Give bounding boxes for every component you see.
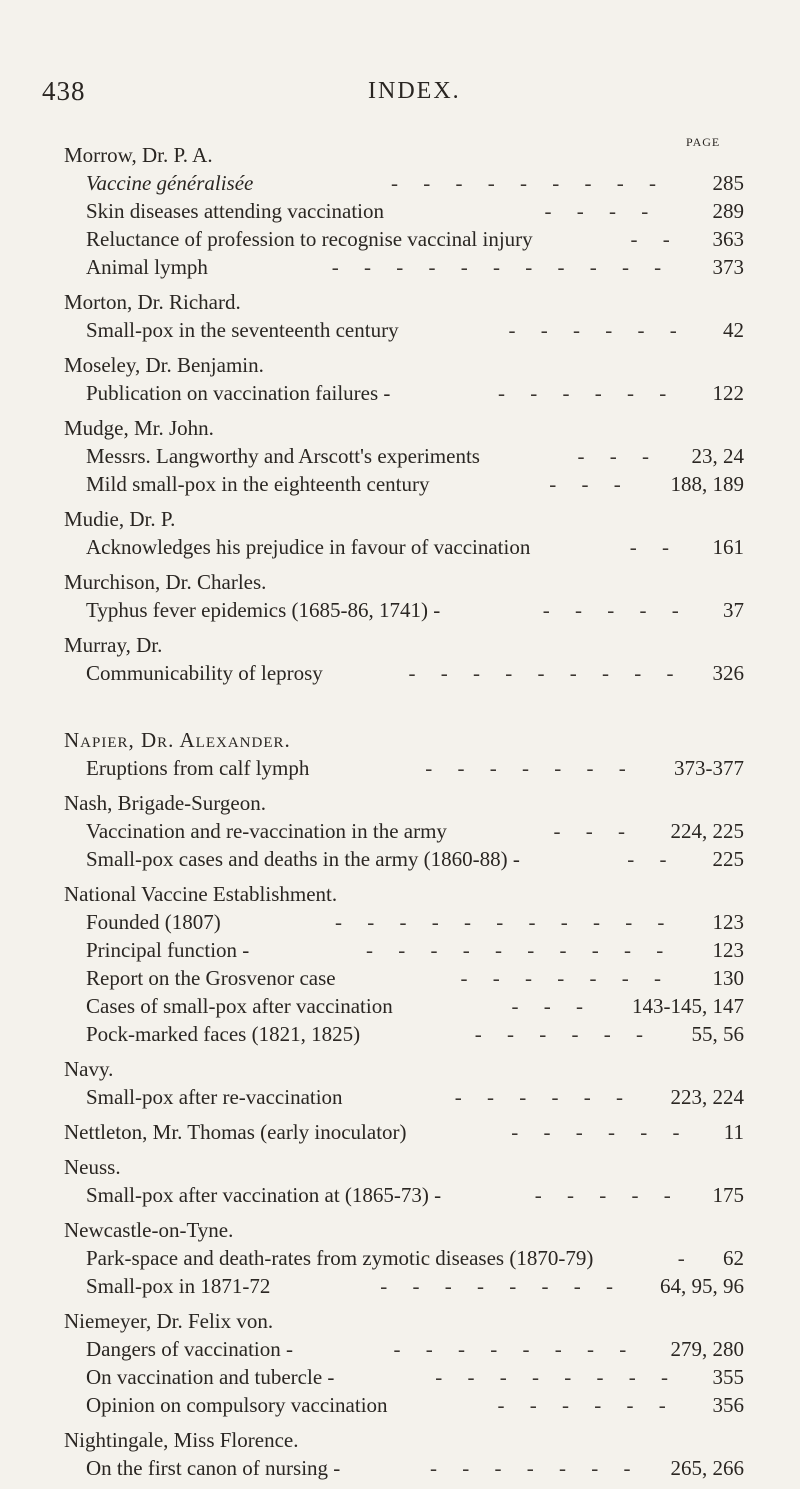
running-head: INDEX.	[368, 78, 461, 104]
index-subentry	[64, 533, 744, 561]
dot-leader: - - - - - -	[454, 1085, 633, 1109]
index-subentry	[64, 1244, 744, 1272]
subentry-text: Eruptions from calf lymph	[86, 756, 310, 780]
dot-leader: - - - - - -	[511, 1120, 690, 1144]
subentry-text: Small-pox after re-vaccination	[86, 1085, 343, 1109]
page-reference: 64, 95, 96	[660, 1274, 744, 1298]
subentry-text: Reluctance of profession to recognise vaccinal injury	[86, 227, 533, 251]
page-reference: 279, 280	[670, 1337, 744, 1361]
index-entry-name: Morrow, Dr. P. A.	[64, 143, 213, 167]
page-reference: 224, 225	[670, 819, 744, 843]
subentry-text: Small-pox in the seventeenth century	[86, 318, 399, 342]
dot-leader: - - -	[511, 994, 593, 1018]
page-reference: 130	[712, 966, 744, 990]
page-reference: 42	[723, 318, 744, 342]
dot-leader: - - - - - - - -	[393, 1337, 637, 1361]
subentry-text: Small-pox cases and deaths in the army (1860-88) -	[86, 847, 520, 871]
page-reference: 23, 24	[691, 444, 744, 468]
index-entry-name: Mudge, Mr. John.	[64, 416, 214, 440]
index-subentry	[64, 379, 744, 407]
index-subentry	[64, 1454, 744, 1482]
subentry-text: Animal lymph	[86, 255, 208, 279]
dot-leader: - - - - -	[534, 1183, 681, 1207]
page-reference: 188, 189	[670, 472, 744, 496]
index-entry-name: Murray, Dr.	[64, 633, 163, 657]
index-subentry	[64, 442, 744, 470]
section-gap	[64, 694, 744, 726]
index-entry-name: National Vaccine Establishment.	[64, 882, 338, 906]
page-reference: 122	[712, 381, 744, 405]
index-subentry	[64, 225, 744, 253]
index-subentry	[64, 1391, 744, 1419]
page-reference: 356	[712, 1393, 744, 1417]
index-subentry	[64, 253, 744, 281]
index-subentry	[64, 1363, 744, 1391]
subentry-text: Skin diseases attending vaccination	[86, 199, 385, 223]
page-reference: 123	[712, 910, 744, 934]
subentry-text: Acknowledges his prejudice in favour of vaccination	[86, 535, 531, 559]
dot-leader: - - - - - - - - -	[391, 171, 666, 195]
dot-leader: - - - - - - - - - - -	[331, 255, 672, 279]
subentry-text: Small-pox after vaccination at (1865-73) -	[86, 1183, 442, 1207]
index-subentry	[64, 817, 744, 845]
index-entry	[64, 631, 744, 687]
index-entry	[64, 568, 744, 624]
dot-leader: - -	[627, 847, 677, 871]
index-entry	[64, 351, 744, 407]
index-entry	[64, 505, 744, 561]
page-reference: 373	[712, 255, 744, 279]
index-subentry	[64, 470, 744, 498]
index-entry	[64, 1307, 744, 1419]
page-reference: 265, 266	[670, 1456, 744, 1480]
page-reference: 289	[712, 199, 744, 223]
dot-leader: - - - - - -	[498, 381, 677, 405]
index-subentry	[64, 992, 744, 1020]
index-entry-name: Morton, Dr. Richard.	[64, 290, 241, 314]
page-number: 438	[42, 76, 86, 106]
dot-leader: - - -	[553, 819, 635, 843]
dot-leader: - - - - - - - -	[380, 1274, 623, 1298]
subentry-text: Mild small-pox in the eighteenth century	[86, 472, 430, 496]
dot-leader: - - - - - - - -	[435, 1365, 678, 1389]
page-reference: 355	[712, 1365, 744, 1389]
dot-leader: - - - - - - - - - -	[366, 938, 674, 962]
index-subentry	[64, 1272, 744, 1300]
subentry-text: Principal function -	[86, 938, 250, 962]
index-subentry	[64, 1083, 744, 1111]
entry-name-text: Nettleton, Mr. Thomas (early inoculator)	[64, 1120, 407, 1144]
index-entry	[64, 1426, 744, 1482]
index-entry	[64, 1153, 744, 1209]
index-entry	[64, 789, 744, 873]
page-reference: 363	[712, 227, 744, 251]
subentry-text: Small-pox in 1871-72	[86, 1274, 271, 1298]
index-subentry	[64, 1181, 744, 1209]
index-entry-name: Neuss.	[64, 1155, 121, 1179]
subentry-text: Typhus fever epidemics (1685-86, 1741) -	[86, 598, 441, 622]
page-reference: 225	[712, 847, 744, 871]
page-reference: 143-145, 147	[632, 994, 744, 1018]
page-reference: 62	[723, 1246, 744, 1270]
dot-leader: - - -	[549, 472, 631, 496]
index-entry-name: Newcastle-on-Tyne.	[64, 1218, 234, 1242]
index-subentry	[64, 1335, 744, 1363]
index-entry-name: Mudie, Dr. P.	[64, 507, 176, 531]
index-entries	[64, 141, 744, 1489]
dot-leader: - - - - -	[542, 598, 689, 622]
page-reference: 37	[723, 598, 744, 622]
index-subentry	[64, 197, 744, 225]
index-subentry	[64, 1020, 744, 1048]
index-entry	[64, 288, 744, 344]
index-entry	[64, 414, 744, 498]
page-reference: 11	[723, 1120, 744, 1144]
subentry-text: Founded (1807)	[86, 910, 221, 934]
subentry-text: On the first canon of nursing -	[86, 1456, 341, 1480]
dot-leader: - - - - - - -	[460, 966, 671, 990]
subentry-text: On vaccination and tubercle -	[86, 1365, 335, 1389]
dot-leader: - - - - - -	[497, 1393, 676, 1417]
subentry-text: Vaccination and re-vaccination in the army	[86, 819, 447, 843]
index-subentry	[64, 845, 744, 873]
page-reference: 373-377	[674, 756, 744, 780]
subentry-text: Vaccine généralisée	[86, 171, 254, 195]
index-subentry	[64, 316, 744, 344]
index-entry-name: Napier, Dr. Alexander.	[64, 728, 291, 752]
index-entry-name: Nightingale, Miss Florence.	[64, 1428, 299, 1452]
index-entry	[64, 141, 744, 281]
index-entry-name: Niemeyer, Dr. Felix von.	[64, 1309, 274, 1333]
page-reference: 285	[712, 171, 744, 195]
dot-leader: - - - - - - -	[425, 756, 636, 780]
index-entry-name: Murchison, Dr. Charles.	[64, 570, 267, 594]
subentry-text: Pock-marked faces (1821, 1825)	[86, 1022, 361, 1046]
subentry-text: Publication on vaccination failures -	[86, 381, 391, 405]
index-entry	[64, 1055, 744, 1111]
dot-leader: - -	[630, 227, 680, 251]
index-entry	[64, 880, 744, 1048]
index-subentry	[64, 908, 744, 936]
index-entry-name	[64, 1118, 744, 1146]
page-reference: 326	[712, 661, 744, 685]
index-entry-name: Moseley, Dr. Benjamin.	[64, 353, 264, 377]
dot-leader: - - -	[577, 444, 659, 468]
page-reference: 223, 224	[670, 1085, 744, 1109]
subentry-text: Report on the Grosvenor case	[86, 966, 336, 990]
dot-leader: -	[677, 1246, 695, 1270]
index-entry-name: Nash, Brigade-Surgeon.	[64, 791, 266, 815]
page-header	[42, 76, 742, 116]
subentry-text: Communicability of leprosy	[86, 661, 323, 685]
page-reference: 55, 56	[691, 1022, 744, 1046]
subentry-text: Cases of small-pox after vaccination	[86, 994, 393, 1018]
subentry-text: Park-space and death-rates from zymotic diseases (1870-79)	[86, 1246, 594, 1270]
subentry-text: Messrs. Langworthy and Arscott's experiments	[86, 444, 480, 468]
index-entry	[64, 726, 744, 782]
subentry-text: Opinion on compulsory vaccination	[86, 1393, 388, 1417]
dot-leader: - - - - - -	[474, 1022, 653, 1046]
index-entry	[64, 1216, 744, 1300]
page-reference: 123	[712, 938, 744, 962]
page-reference: 161	[712, 535, 744, 559]
dot-leader: - - - - - - - - -	[408, 661, 684, 685]
index-subentry	[64, 596, 744, 624]
index-subentry	[64, 754, 744, 782]
dot-leader: - - - - - - - - - - -	[335, 910, 675, 934]
index-entry-name: Navy.	[64, 1057, 114, 1081]
page-reference: 175	[712, 1183, 744, 1207]
dot-leader: - - - -	[544, 199, 659, 223]
dot-leader: - - - - - -	[508, 318, 687, 342]
index-subentry	[64, 659, 744, 687]
dot-leader: - -	[629, 535, 679, 559]
index-subentry	[64, 964, 744, 992]
index-entry	[64, 1118, 744, 1146]
dot-leader: - - - - - - -	[430, 1456, 641, 1480]
subentry-text: Dangers of vaccination -	[86, 1337, 293, 1361]
index-subentry	[64, 169, 744, 197]
index-subentry	[64, 936, 744, 964]
page-column-heading: PAGE	[686, 135, 721, 149]
